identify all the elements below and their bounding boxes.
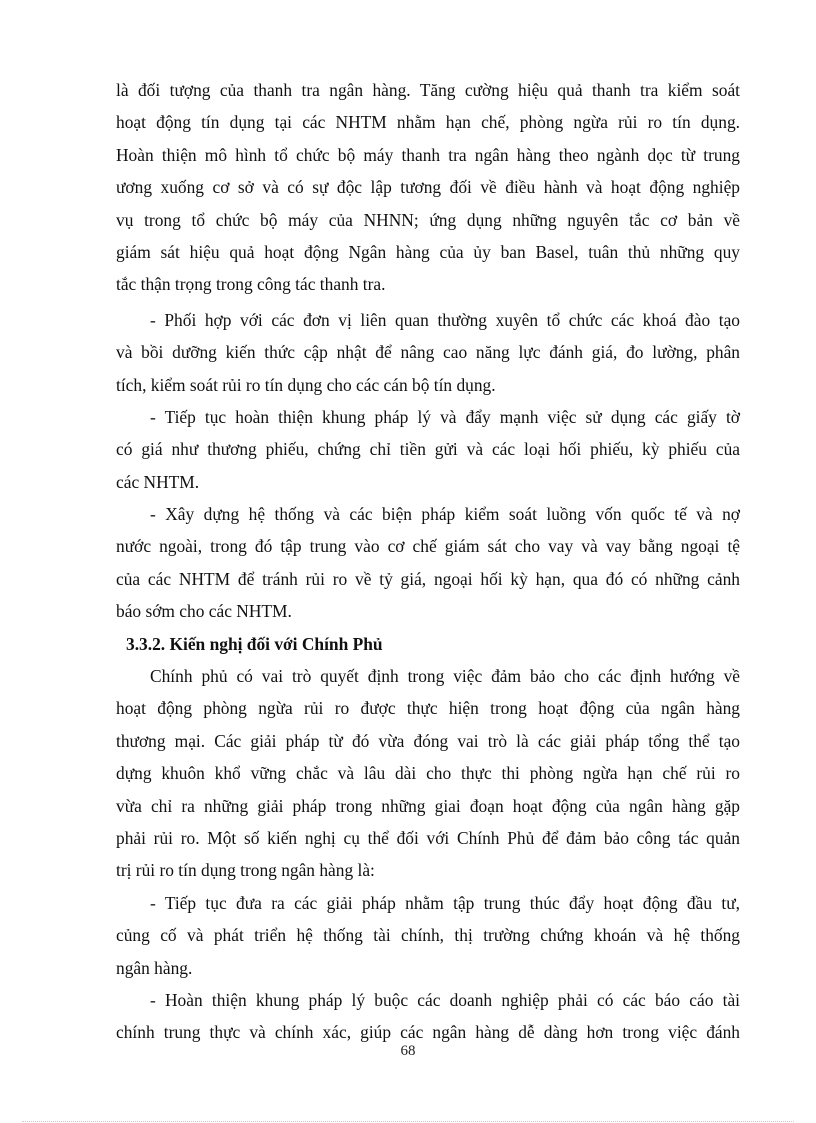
text-line: báo sớm cho các NHTM. <box>116 601 292 622</box>
text-line: - Tiếp tục đưa ra các giải pháp nhằm tập trung thúc đẩy hoạt động đầu tư, <box>150 892 740 913</box>
page-body <box>116 74 740 1049</box>
paragraph-legal-framework <box>116 401 740 498</box>
text-line: ương xuống cơ sở và có sự độc lập tương đối về điều hành và hoạt động nghiệp <box>116 177 740 198</box>
text-line: - Hoàn thiện khung pháp lý buộc các doanh nghiệp phải có các báo cáo tài <box>150 989 740 1010</box>
text-line: hoạt động phòng ngừa rủi ro được thực hiện trong hoạt động của ngân hàng <box>116 698 740 719</box>
text-line: có giá như thương phiếu, chứng chỉ tiền gửi và các loại hối phiếu, kỳ phiếu của <box>116 439 740 460</box>
text-line: giám sát hiệu quả hoạt động Ngân hàng của ủy ban Basel, tuân thủ những quy <box>116 241 740 262</box>
text-line: chính trung thực và chính xác, giúp các ngân hàng dễ dàng hơn trong việc đánh <box>116 1022 740 1043</box>
text-line: tắc thận trọng trong công tác thanh tra. <box>116 274 386 295</box>
text-line: thương mại. Các giải pháp từ đó vừa đóng vai trò là các giải pháp tổng thể tạo <box>116 730 740 751</box>
text-line: Chính phủ có vai trò quyết định trong việc đảm bảo cho các định hướng về <box>150 666 740 687</box>
paragraph-government-role <box>116 660 740 887</box>
text-line: và bồi dưỡng kiến thức cập nhật để nâng cao năng lực đánh giá, đo lường, phân <box>116 342 740 363</box>
paragraph-investment <box>116 887 740 984</box>
text-line: vụ trong tổ chức bộ máy của NHNN; ứng dụng những nguyên tắc cơ bản về <box>116 209 740 230</box>
paragraph-inspection <box>116 74 740 301</box>
text-line: dựng khuôn khổ vững chắc và lâu dài cho thực thi phòng ngừa hạn chế rủi ro <box>116 763 740 784</box>
text-line: Hoàn thiện mô hình tổ chức bộ máy thanh tra ngân hàng theo ngành dọc từ trung <box>116 144 740 165</box>
text-line: - Xây dựng hệ thống và các biện pháp kiểm soát luồng vốn quốc tế và nợ <box>150 504 740 525</box>
paragraph-financial-reports <box>116 984 740 1049</box>
text-line: vừa chỉ ra những giải pháp trong những giai đoạn hoạt động của ngân hàng gặp <box>116 795 740 816</box>
text-line: nước ngoài, trong đó tập trung vào cơ chế giám sát cho vay và vay bằng ngoại tệ <box>116 536 740 557</box>
text-line: - Tiếp tục hoàn thiện khung pháp lý và đẩy mạnh việc sử dụng các giấy tờ <box>150 406 740 427</box>
text-line: trị rủi ro tín dụng trong ngân hàng là: <box>116 860 375 881</box>
text-line: của các NHTM để tránh rủi ro về tỷ giá, ngoại hối kỳ hạn, qua đó có những cảnh <box>116 568 740 589</box>
text-line: - Phối hợp với các đơn vị liên quan thường xuyên tổ chức các khoá đào tạo <box>150 309 740 330</box>
text-line: tích, kiểm soát rủi ro tín dụng cho các cán bộ tín dụng. <box>116 374 496 395</box>
text-line: các NHTM. <box>116 471 200 492</box>
paragraph-training <box>116 304 740 401</box>
paragraph-capital-flow <box>116 498 740 628</box>
page-number: 68 <box>400 1043 416 1059</box>
text-line: phải rủi ro. Một số kiến nghị cụ thể đối với Chính Phủ để đảm bảo công tác quản <box>116 827 740 848</box>
page-bottom-divider <box>22 1121 794 1122</box>
text-line: ngân hàng. <box>116 957 193 978</box>
section-heading: 3.3.2. Kiến nghị đối với Chính Phủ <box>126 633 383 654</box>
text-line: là đối tượng của thanh tra ngân hàng. Tăng cường hiệu quả thanh tra kiểm soát <box>116 80 740 100</box>
text-line: củng cố và phát triển hệ thống tài chính, thị trường chứng khoán và hệ thống <box>116 925 740 946</box>
text-line: hoạt động tín dụng tại các NHTM nhằm hạn chế, phòng ngừa rủi ro tín dụng. <box>116 112 740 133</box>
